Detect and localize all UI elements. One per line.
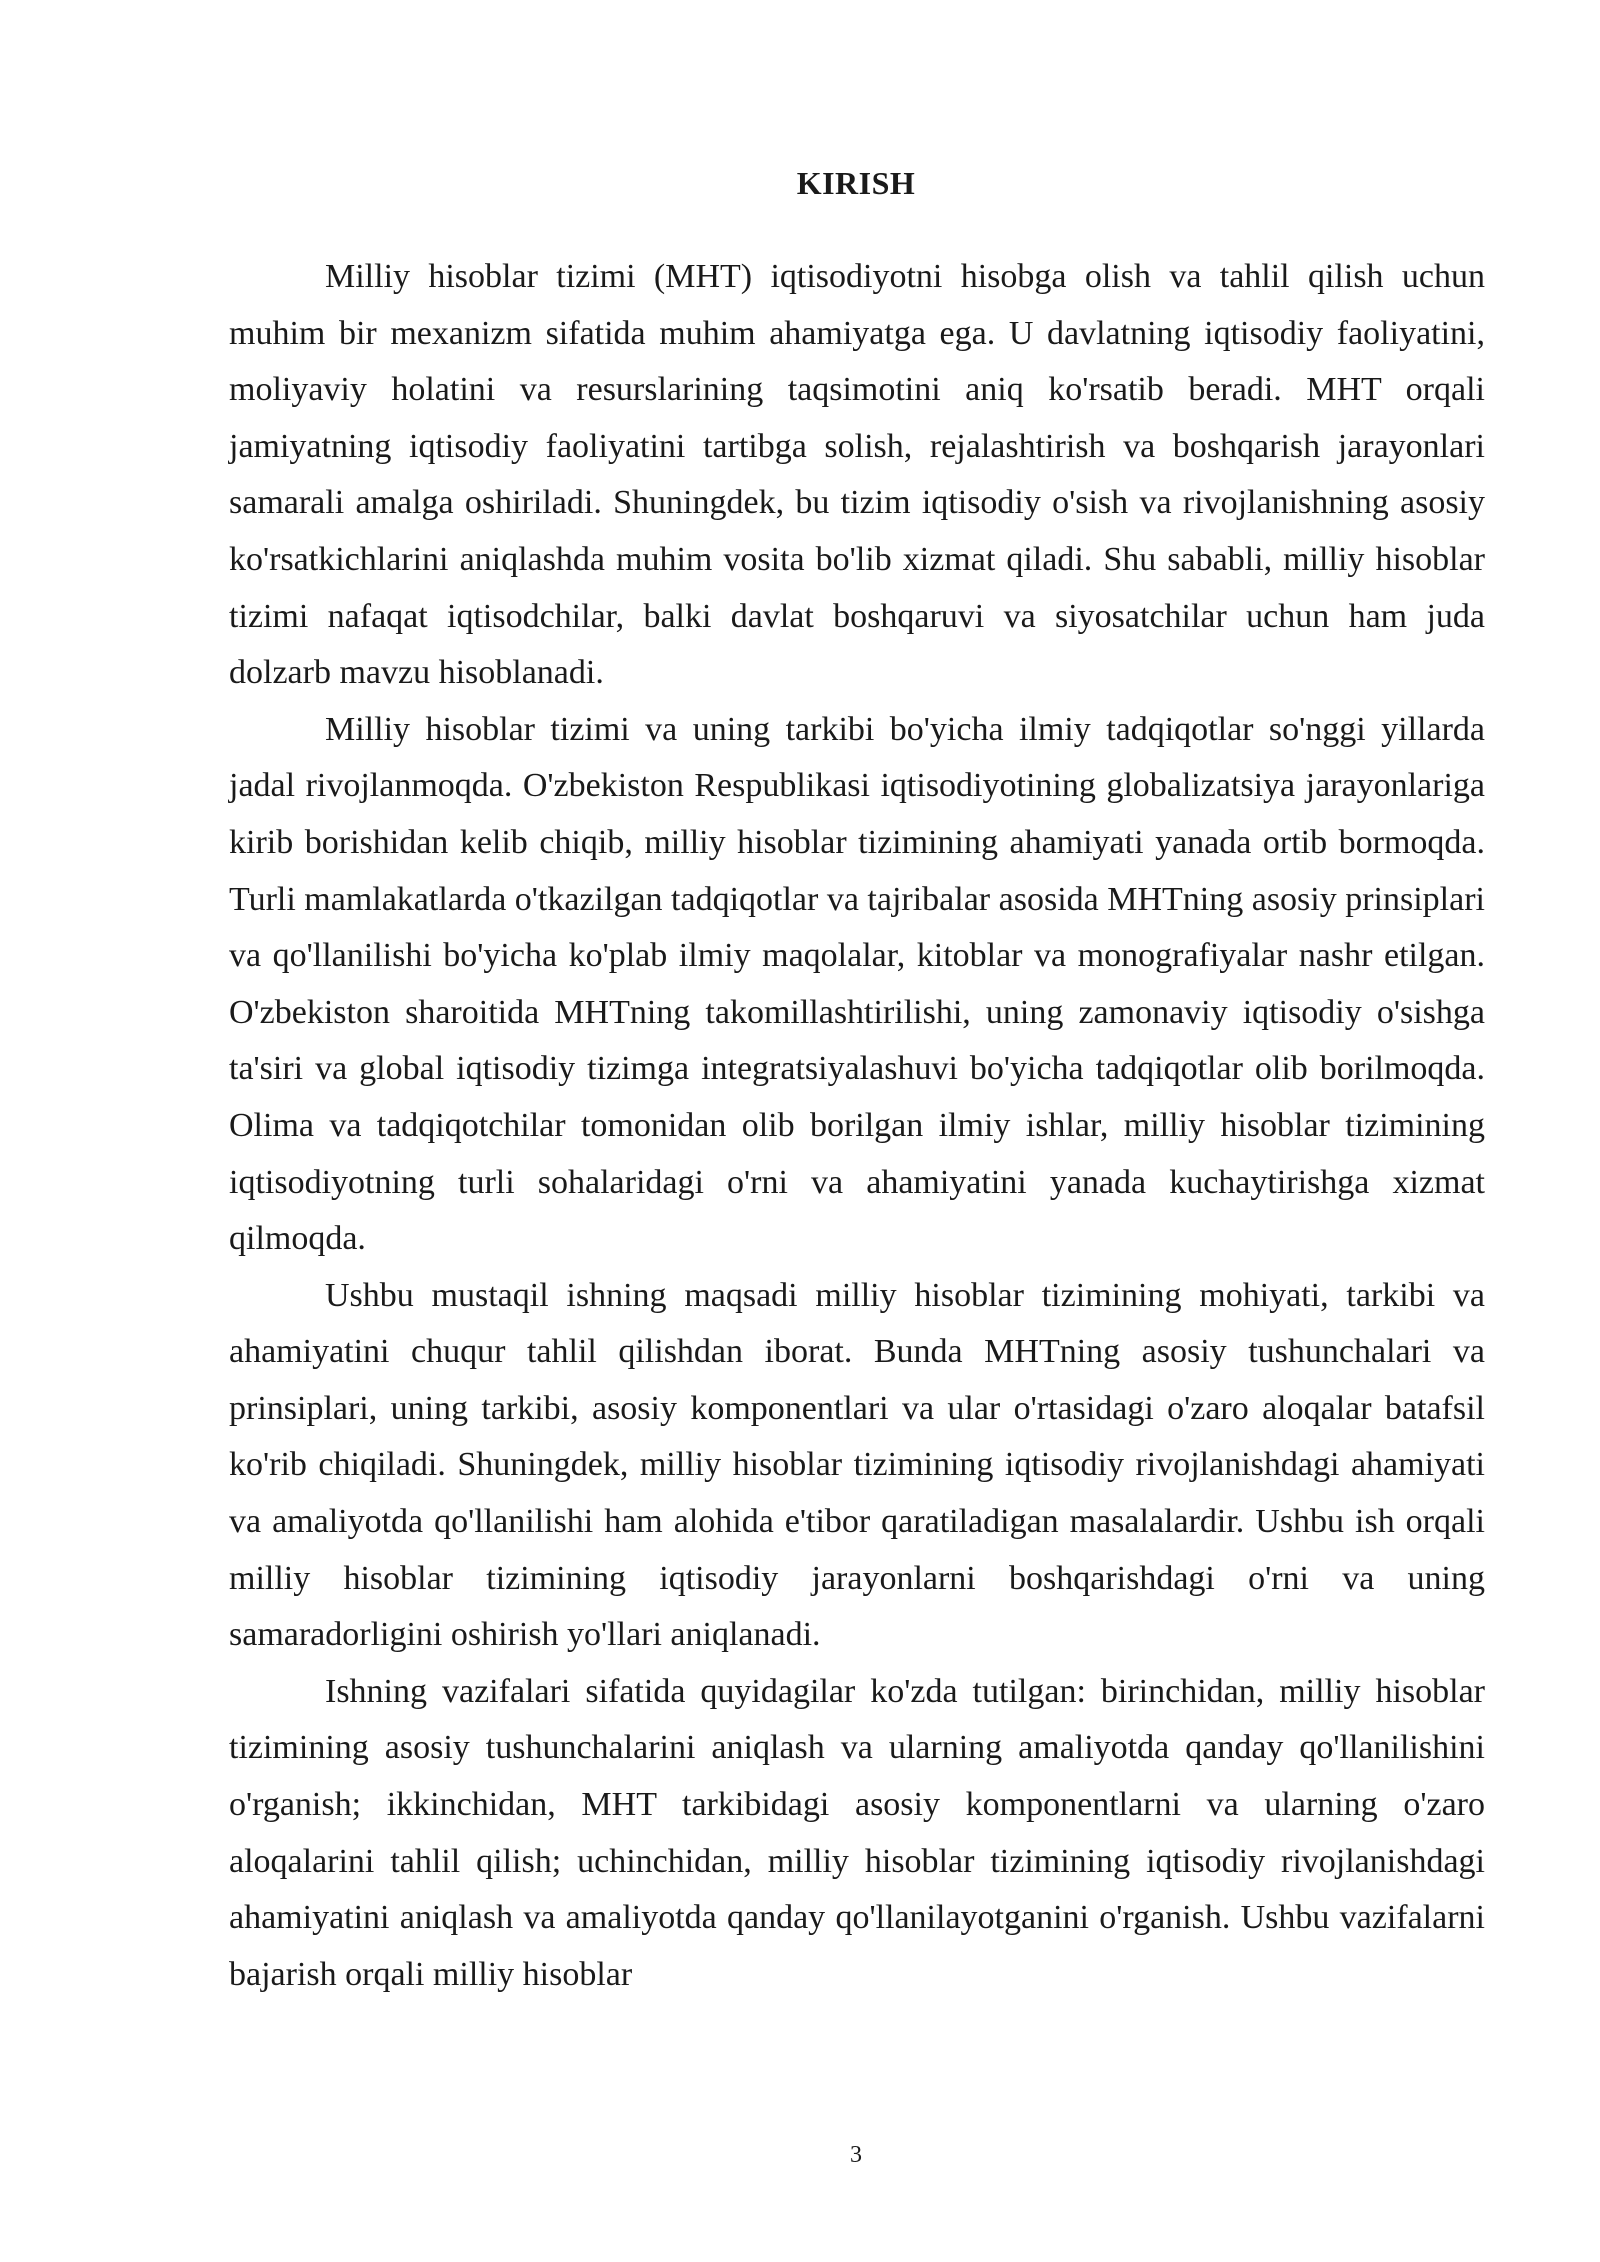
body-text (229, 249, 1485, 2003)
paragraph-4: Ishning vazifalari sifatida quyidagilar ko'zda tutilgan: birinchidan, milliy hisoblar tizimining asosiy tushunchalarini aniqlash va ularning amaliyotda qanday qo'llanilishini o'rganish; ikkinchidan, MHT tarkibidagi asosiy komponentlarni va ularning o'zaro aloqalarini tahlil qilish; uchinchidan, milliy hisoblar tizimining iqtisodiy rivojlanishdagi ahamiyatini aniqlash va amaliyotda qanday qo'llanilayotganini o'rganish. Ushbu vazifalarni bajarish orqali milliy hisoblar (229, 1672, 1485, 1993)
paragraph-2: Milliy hisoblar tizimi va uning tarkibi bo'yicha ilmiy tadqiqotlar so'nggi yillarda jadal rivojlanmoqda. O'zbekiston Respublikasi iqtisodiyotining globalizatsiya jarayonlariga kirib borishidan kelib chiqib, milliy hisoblar tizimining ahamiyati yanada ortib bormoqda. Turli mamlakatlarda o'tkazilgan tadqiqotlar va tajribalar asosida MHTning asosiy prinsiplari va qo'llanilishi bo'yicha ko'plab ilmiy maqolalar, kitoblar va monografiyalar nashr etilgan. O'zbekiston sharoitida MHTning takomillashtirilishi, uning zamonaviy iqtisodiy o'sishga ta'siri va global iqtisodiy tizimga integratsiyalashuvi bo'yicha tadqiqotlar olib borilmoqda. Olima va tadqiqotchilar tomonidan olib borilgan ilmiy ishlar, milliy hisoblar tizimining iqtisodiyotning turli sohalaridagi o'rni va ahamiyatini yanada kuchaytirishga xizmat qilmoqda. (229, 710, 1485, 1258)
paragraph-1: Milliy hisoblar tizimi (MHT) iqtisodiyotni hisobga olish va tahlil qilish uchun muhim bir mexanizm sifatida muhim ahamiyatga ega. U davlatning iqtisodiy faoliyatini, moliyaviy holatini va resurslarining taqsimotini aniq ko'rsatib beradi. MHT orqali jamiyatning iqtisodiy faoliyatini tartibga solish, rejalashtirish va boshqarish jarayonlari samarali amalga oshiriladi. Shuningdek, bu tizim iqtisodiy o'sish va rivojlanishning asosiy ko'rsatkichlarini aniqlashda muhim vosita bo'lib xizmat qiladi. Shu sababli, milliy hisoblar tizimi nafaqat iqtisodchilar, balki davlat boshqaruvi va siyosatchilar uchun ham juda dolzarb mavzu hisoblanadi. (229, 258, 1485, 692)
paragraph-3: Ushbu mustaqil ishning maqsadi milliy hisoblar tizimining mohiyati, tarkibi va ahamiyatini chuqur tahlil qilishdan iborat. Bunda MHTning asosiy tushunchalari va prinsiplari, uning tarkibi, asosiy komponentlari va ular o'rtasidagi o'zaro aloqalar batafsil ko'rib chiqiladi. Shuningdek, milliy hisoblar tizimining iqtisodiy rivojlanishdagi ahamiyati va amaliyotda qo'llanilishi ham alohida e'tibor qaratiladigan masalalardir. Ushbu ish orqali milliy hisoblar tizimining iqtisodiy jarayonlarni boshqarishdagi o'rni va uning samaradorligini oshirish yo'llari aniqlanadi. (229, 1276, 1485, 1654)
section-heading: KIRISH (796, 165, 916, 201)
page-number: 3 (850, 2142, 862, 2168)
